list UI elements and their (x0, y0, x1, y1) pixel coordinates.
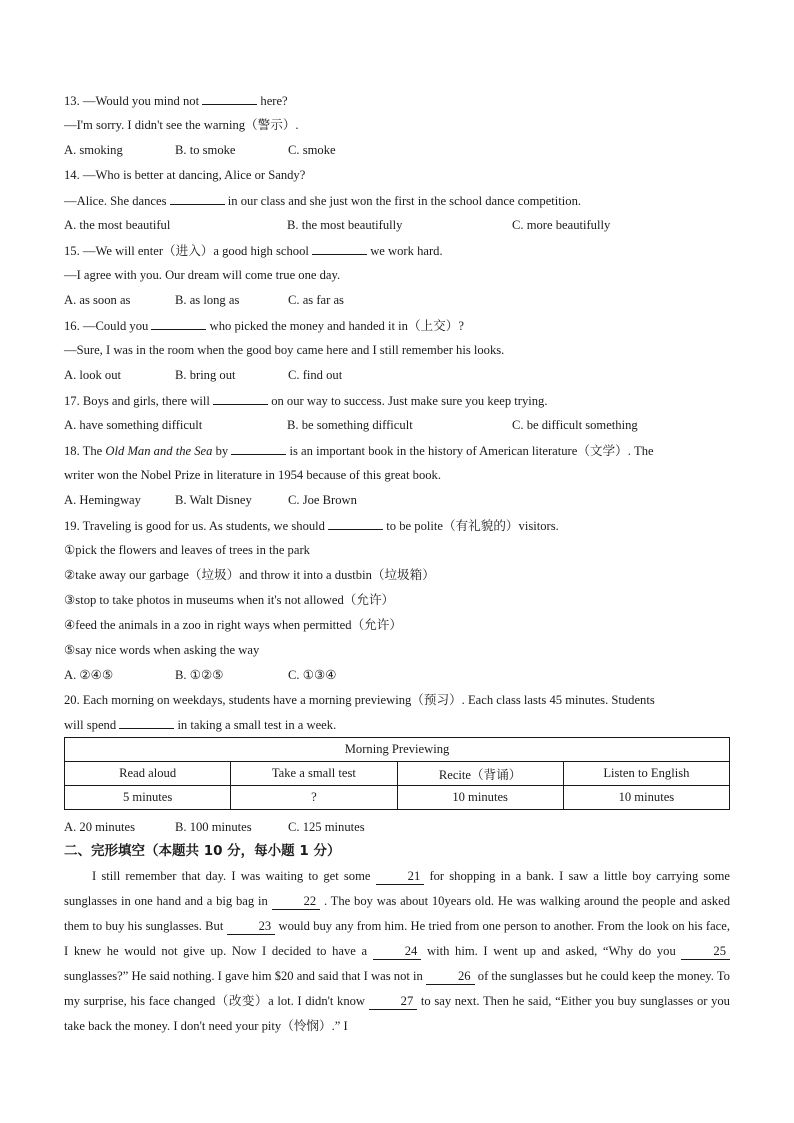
cloze-blank: 22 (272, 894, 321, 910)
option-a: A. as soon as (64, 293, 131, 307)
table-header: Recite（背诵） (397, 762, 563, 786)
table-cell: 10 minutes (563, 786, 729, 810)
cloze-blank: 27 (369, 994, 418, 1010)
q13-reply: —I'm sorry. I didn't see the warning（警示）. (64, 118, 299, 132)
q19-item: ⑤say nice words when asking the way (64, 643, 260, 657)
option-b: B. 100 minutes (175, 820, 252, 834)
q18-prompt: 18. The Old Man and the Sea by is an important book in the history of American literature（文学）. The (64, 441, 734, 460)
option-b: B. to smoke (175, 143, 236, 157)
table-header: Take a small test (231, 762, 397, 786)
table-header: Listen to English (563, 762, 729, 786)
option-c: C. smoke (288, 143, 336, 157)
option-b: B. be something difficult (287, 418, 413, 432)
option-c: C. 125 minutes (288, 820, 365, 834)
table-row (65, 786, 730, 810)
answer-blank (119, 715, 174, 729)
answer-blank (312, 241, 367, 255)
option-a: A. ②④⑤ (64, 668, 114, 682)
morning-previewing-table (64, 737, 730, 810)
q15-prompt: 15. —We will enter（进入）a good high school we work hard. (64, 241, 734, 260)
table-header: Read aloud (65, 762, 231, 786)
option-c: C. more beautifully (512, 218, 611, 232)
q19-item: ③stop to take photos in museums when it's not allowed（允许） (64, 593, 395, 607)
cloze-blank: 23 (227, 919, 276, 935)
q19-prompt: 19. Traveling is good for us. As students, we should to be polite（有礼貌的）visitors. (64, 516, 734, 535)
answer-blank (328, 516, 383, 530)
q19-item: ①pick the flowers and leaves of trees in the park (64, 543, 310, 557)
q20-prompt: 20. Each morning on weekdays, students have a morning previewing（预习）. Each class lasts 45 minutes. Students (64, 693, 655, 707)
option-a: A. smoking (64, 143, 123, 157)
q13-prompt: 13. —Would you mind not here? (64, 91, 734, 110)
q16-prompt: 16. —Could you who picked the money and handed it in（上交）? (64, 316, 734, 335)
q14-prompt: 14. —Who is better at dancing, Alice or Sandy? (64, 168, 306, 182)
q20-prompt-cont: will spend in taking a small test in a week. (64, 715, 734, 734)
option-c: C. as far as (288, 293, 344, 307)
cloze-blank: 25 (681, 944, 730, 960)
option-b: B. the most beautifully (287, 218, 403, 232)
q19-item: ④feed the animals in a zoo in right ways when permitted（允许） (64, 618, 402, 632)
answer-blank (202, 91, 257, 105)
q17-prompt: 17. Boys and girls, there will on our way to success. Just make sure you keep trying. (64, 391, 734, 410)
option-b: B. ①②⑤ (175, 668, 224, 682)
option-a: A. look out (64, 368, 122, 382)
q14-reply: —Alice. She dances in our class and she just won the first in the school dance competition. (64, 191, 734, 210)
option-a: A. 20 minutes (64, 820, 136, 834)
table-row (65, 762, 730, 786)
answer-blank (231, 441, 286, 455)
option-c: C. find out (288, 368, 343, 382)
option-a: A. have something difficult (64, 418, 203, 432)
answer-blank (213, 391, 268, 405)
option-a: A. Hemingway (64, 493, 141, 507)
answer-blank (170, 191, 225, 205)
option-b: B. bring out (175, 368, 236, 382)
table-cell: 10 minutes (397, 786, 563, 810)
option-b: B. Walt Disney (175, 493, 252, 507)
book-title: Old Man and the Sea (105, 444, 213, 458)
q16-reply: —Sure, I was in the room when the good boy came here and I still remember his looks. (64, 343, 505, 357)
option-c: C. be difficult something (512, 418, 638, 432)
cloze-blank: 21 (376, 869, 425, 885)
cloze-blank: 24 (373, 944, 422, 960)
q18-prompt-cont: writer won the Nobel Prize in literature in 1954 because of this great book. (64, 468, 442, 482)
option-c: C. ①③④ (288, 668, 337, 682)
cloze-passage: I still remember that day. I was waiting to get some 21 for shopping in a bank. I saw a little boy carrying some sunglasses in one hand and a big bag in 22 . The boy was about 10years old. He was walking around the people and asked them to buy his sunglasses. But 23 would buy any from him. He tried from one person to another. From the look on his face, I knew he would not give up. Now I decided to have a 24 with him. I went up and asked, “Why do you 25 sunglasses?” He said nothing. I gave him $20 and said that I was not in 26 of the sunglasses but he could keep the money. To my surprise, his face changed（改变）a lot. I didn't know 27 to say next. Then he said, “Either you buy sunglasses or you take back the money. I don't need your pity（怜悯）.” I (64, 869, 731, 1033)
option-b: B. as long as (175, 293, 240, 307)
table-cell: 5 minutes (65, 786, 231, 810)
cloze-blank: 26 (426, 969, 475, 985)
table-cell: ? (231, 786, 397, 810)
table-title: Morning Previewing (65, 738, 730, 762)
section-title: 二、完形填空（本题共 10 分，每小题 1 分） (64, 843, 341, 859)
answer-blank (151, 316, 206, 330)
option-a: A. the most beautiful (64, 218, 171, 232)
q15-reply: —I agree with you. Our dream will come true one day. (64, 268, 341, 282)
q19-item: ②take away our garbage（垃圾）and throw it into a dustbin（垃圾箱） (64, 568, 435, 582)
option-c: C. Joe Brown (288, 493, 357, 507)
